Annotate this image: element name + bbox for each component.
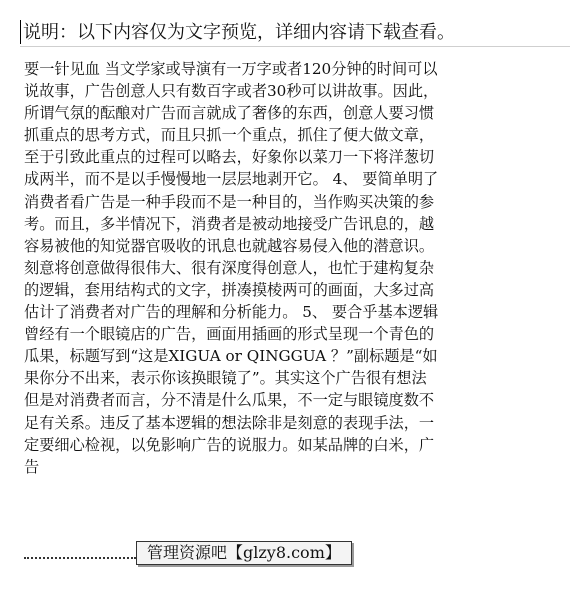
dotted-leader	[24, 557, 136, 559]
text-cursor	[20, 20, 21, 44]
body-line: 至于引致此重点的过程可以略去，好象你以菜刀一下将洋葱切	[24, 148, 435, 167]
body-line: 瓜果，标题写到“这是XIGUA or QINGGUA ？”副标题是“如	[24, 347, 438, 366]
body-line: 说故事，广告创意人只有数百字或者30秒可以讲故事。因此，	[24, 82, 439, 101]
preview-notice-header	[20, 8, 570, 47]
body-line: 所谓气氛的酝酿对广告而言就成了奢侈的东西，创意人要习惯	[24, 104, 435, 123]
body-line: 足有关系。违反了基本逻辑的想法除非是刻意的表现手法，一	[24, 413, 435, 432]
body-line: 考。而且，多半情况下，消费者是被动地接受广告讯息的，越	[24, 214, 435, 233]
body-line: 成两半，而不是以手慢慢地一层层地剥开它。 4、 要简单明了	[24, 170, 439, 189]
body-line: 曾经有一个眼镜店的广告，画面用插画的形式呈现一个青色的	[24, 325, 435, 344]
body-line: 果你分不出来，表示你该换眼镜了”。其实这个广告很有想法	[24, 369, 427, 388]
body-line: 刻意将创意做得很伟大、很有深度得创意人，也忙于建构复杂	[24, 258, 435, 277]
document-body	[24, 58, 554, 478]
body-line: 消费者看广告是一种手段而不是一种目的，当作购买决策的参	[24, 192, 435, 211]
site-link-button[interactable]: 管理资源吧【glzy8.com】	[136, 541, 352, 565]
body-line: 抓重点的思考方式，而且只抓一个重点，抓住了便大做文章，	[24, 126, 435, 145]
body-line: 要一针见血 当文学家或导演有一万字或者120分钟的时间可以	[24, 60, 438, 78]
body-line: 但是对消费者而言，分不清是什么瓜果，不一定与眼镜度数不	[24, 391, 435, 410]
body-line: 定要细心检视，以免影响广告的说服力。如某品牌的白米，广	[24, 435, 435, 454]
body-line: 的逻辑，套用结构式的文字，拼凑摸棱两可的画面，大多过高	[24, 280, 435, 299]
body-line: 容易被他的知觉器官吸收的讯息也就越容易侵入他的潜意识。	[24, 236, 435, 255]
body-line: 估计了消费者对广告的理解和分析能力。 5、 要合乎基本逻辑	[24, 303, 439, 322]
body-line-last: 告	[24, 457, 40, 476]
preview-notice-title: 说明：以下内容仅为文字预览，详细内容请下载查看。	[23, 22, 455, 43]
footer	[24, 541, 424, 565]
